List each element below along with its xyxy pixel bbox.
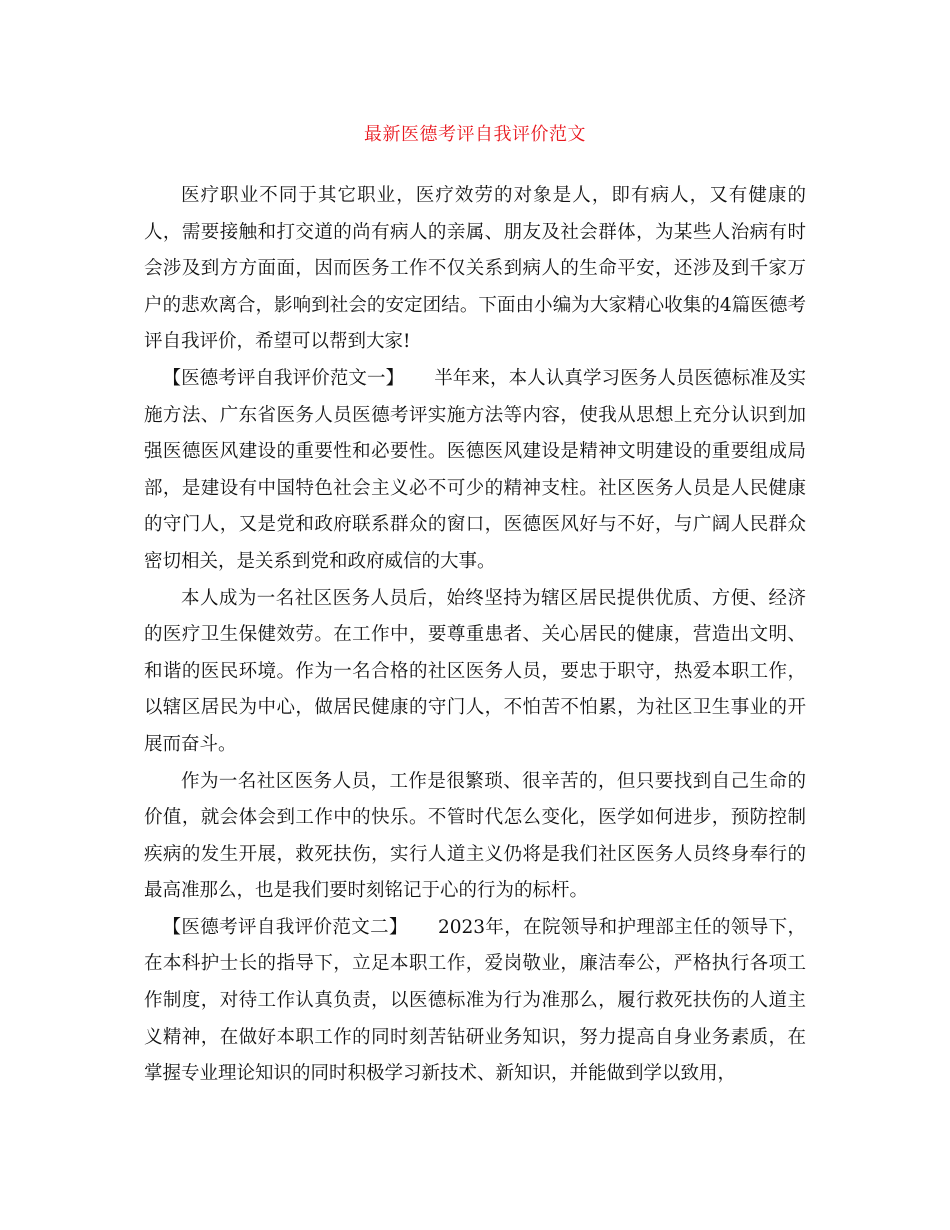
paragraph-text: 医疗职业不同于其它职业，医疗效劳的对象是人，即有病人，又有健康的人，需要接触和打交道的尚有病人的亲属、朋友及社会群体，为某些人治病有时会涉及到方方面面，因而医务工作不仅关系到病人的生命平安，还涉及到千家万户的悲欢离合，影响到社会的安定团结。下面由小编为大家精心收集的4篇医德考评自我评价，希望可以帮到大家! [144, 185, 806, 353]
document-title: 最新医德考评自我评价范文 [364, 124, 586, 145]
intro-paragraph [144, 178, 806, 361]
section-one-heading: 【医德考评自我评价范文一】 [162, 367, 405, 389]
section-two-heading: 【医德考评自我评价范文二】 [162, 916, 408, 938]
section-two-paragraph [144, 910, 806, 1093]
paragraph-text: 作为一名社区医务人员，工作是很繁琐、很辛苦的，但只要找到自己生命的价值，就会体会到工作中的快乐。不管时代怎么变化，医学如何进步，预防控制疾病的发生开展，救死扶伤，实行人道主义仍将是我们社区医务人员终身奉行的最高准那么，也是我们要时刻铭记于心的行为的标杆。 [144, 770, 806, 902]
body-paragraph [144, 764, 806, 910]
document-body [144, 178, 806, 1093]
paragraph-text: 本人成为一名社区医务人员后，始终坚持为辖区居民提供优质、方便、经济的医疗卫生保健效劳。在工作中，要尊重患者、关心居民的健康，营造出文明、和谐的医民环境。作为一名合格的社区医务人员，要忠于职守，热爱本职工作，以辖区居民为中心，做居民健康的守门人，不怕苦不怕累，为社区卫生事业的开展而奋斗。 [144, 587, 806, 755]
body-paragraph [144, 581, 806, 764]
section-one-paragraph [144, 361, 806, 581]
paragraph-text: 2023年，在院领导和护理部主任的领导下，在本科护士长的指导下，立足本职工作，爱岗敬业，廉洁奉公，严格执行各项工作制度，对待工作认真负责，以医德标准为行为准那么，履行救死扶伤的人道主义精神，在做好本职工作的同时刻苦钻研业务知识，努力提高自身业务素质，在掌握专业理论知识的同时积极学习新技术、新知识，并能做到学以致用， [144, 916, 806, 1085]
paragraph-text: 半年来，本人认真学习医务人员医德标准及实施方法、广东省医务人员医德考评实施方法等内容，使我从思想上充分认识到加强医德医风建设的重要性和必要性。医德医风建设是精神文明建设的重要组成局部，是建设有中国特色社会主义必不可少的精神支柱。社区医务人员是人民健康的守门人，又是党和政府联系群众的窗口，医德医风好与不好，与广阔人民群众密切相关，是关系到党和政府威信的大事。 [144, 367, 806, 572]
